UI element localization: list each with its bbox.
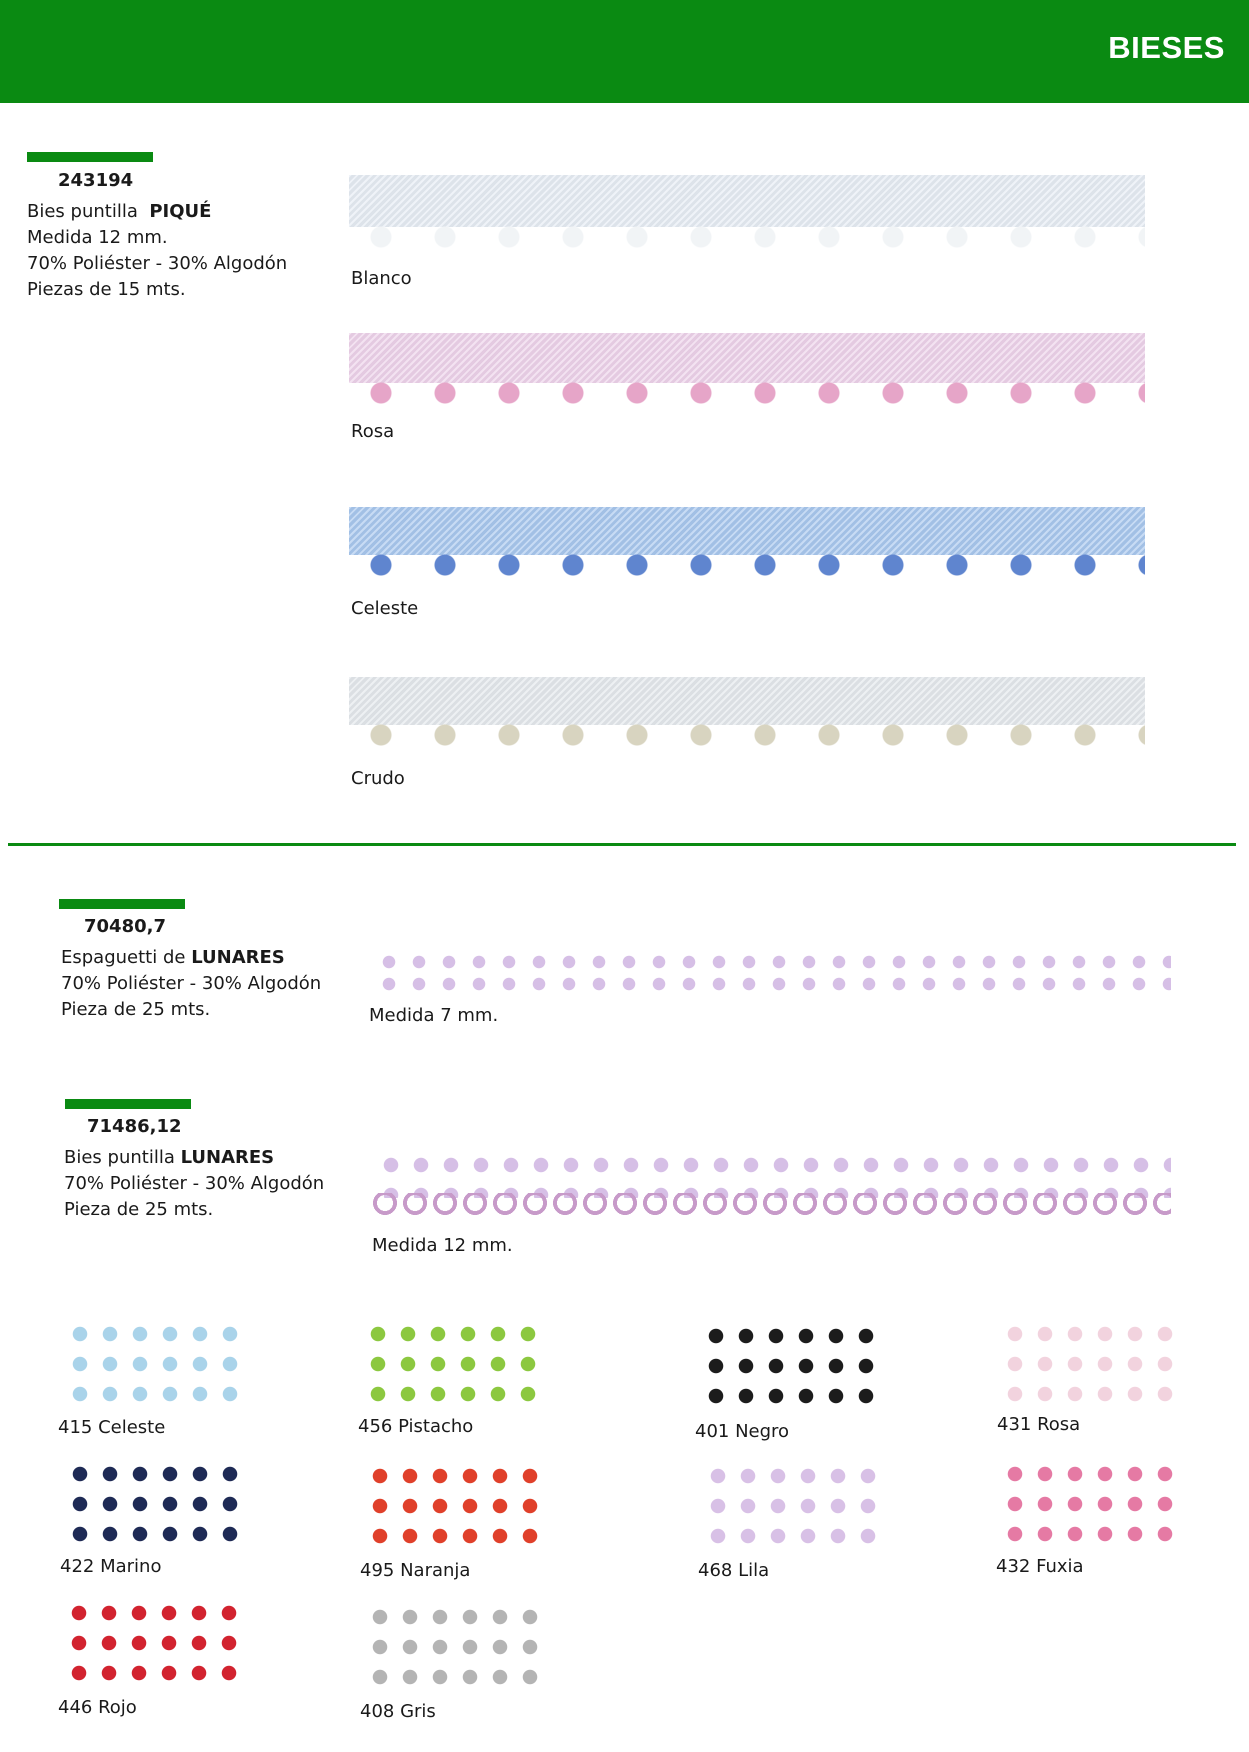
- swatch-marino: [59, 1455, 242, 1549]
- header-bar: [0, 0, 1249, 103]
- section-marker: [27, 152, 153, 162]
- tape-lace: [349, 723, 1145, 753]
- product-spec: 70% Poliéster - 30% Algodón: [61, 973, 322, 994]
- product-spec: Pieza de 25 mts.: [61, 999, 211, 1020]
- product-spec: Piezas de 15 mts.: [27, 279, 186, 300]
- tape-lunares-7mm: [370, 951, 1171, 995]
- size-label: Medida 12 mm.: [372, 1235, 513, 1256]
- product-name-bold: LUNARES: [191, 947, 285, 968]
- tape-band: [349, 507, 1145, 555]
- product-code: 70480,7: [84, 916, 166, 937]
- tape-band: [349, 333, 1145, 383]
- page-title: BIESES: [1108, 30, 1225, 65]
- swatch-label: 431 Rosa: [997, 1414, 1081, 1435]
- swatch-label: 468 Lila: [698, 1560, 770, 1581]
- swatch-naranja: [359, 1457, 542, 1553]
- product-name: Bies puntilla: [64, 1147, 181, 1168]
- color-label: Rosa: [351, 421, 395, 442]
- tape-celeste: [349, 507, 1145, 587]
- color-label: Celeste: [351, 598, 419, 619]
- swatch-gris: [359, 1598, 542, 1696]
- product-spec: Pieza de 25 mts.: [64, 1199, 214, 1220]
- product-spec: 70% Poliéster - 30% Algodón: [64, 1173, 325, 1194]
- product-name: Espaguetti de: [61, 947, 192, 968]
- swatch-label: 422 Marino: [60, 1556, 162, 1577]
- size-label: Medida 7 mm.: [369, 1005, 499, 1026]
- tape-band: [349, 677, 1145, 725]
- swatch-label: 401 Negro: [695, 1421, 790, 1442]
- swatch-label: 432 Fuxia: [996, 1556, 1084, 1577]
- tape-crudo: [349, 677, 1145, 757]
- tape-blanco: [349, 175, 1145, 255]
- product-code: 71486,12: [87, 1116, 182, 1137]
- swatch-label: 415 Celeste: [58, 1417, 166, 1438]
- swatch-negro: [695, 1317, 879, 1415]
- swatch-rojo: [58, 1594, 240, 1692]
- product-spec: Medida 12 mm.: [27, 227, 168, 248]
- swatch-label: 408 Gris: [360, 1701, 436, 1722]
- tape-band: [349, 175, 1145, 227]
- swatch-label: 495 Naranja: [360, 1560, 471, 1581]
- tape-lace: [349, 225, 1145, 255]
- product-name-bold: LUNARES: [180, 1147, 275, 1168]
- product-description: [27, 199, 287, 303]
- swatch-celeste: [59, 1315, 242, 1411]
- section-marker: [59, 899, 185, 909]
- tape-lace: [349, 553, 1145, 583]
- product-description: [64, 1145, 324, 1223]
- color-label: Crudo: [351, 768, 405, 789]
- swatch-lila: [697, 1457, 879, 1553]
- section-marker: [65, 1099, 191, 1109]
- swatch-label: 446 Rojo: [58, 1697, 137, 1718]
- swatch-rosa: [994, 1315, 1177, 1409]
- product-name: Bies puntilla: [27, 201, 150, 222]
- swatch-pistacho: [357, 1315, 540, 1411]
- swatch-label: 456 Pistacho: [358, 1416, 474, 1437]
- color-label: Blanco: [351, 268, 412, 289]
- tape-lunares-12mm: [370, 1146, 1171, 1198]
- tape-lace: [370, 1193, 1171, 1223]
- tape-lace: [349, 381, 1145, 411]
- section-divider: [8, 843, 1236, 846]
- swatch-fuxia: [994, 1455, 1177, 1551]
- product-code: 243194: [58, 170, 134, 191]
- tape-rosa: [349, 333, 1145, 413]
- product-description: [61, 945, 321, 1023]
- product-spec: 70% Poliéster - 30% Algodón: [27, 253, 288, 274]
- product-name-bold: PIQUÉ: [149, 201, 212, 222]
